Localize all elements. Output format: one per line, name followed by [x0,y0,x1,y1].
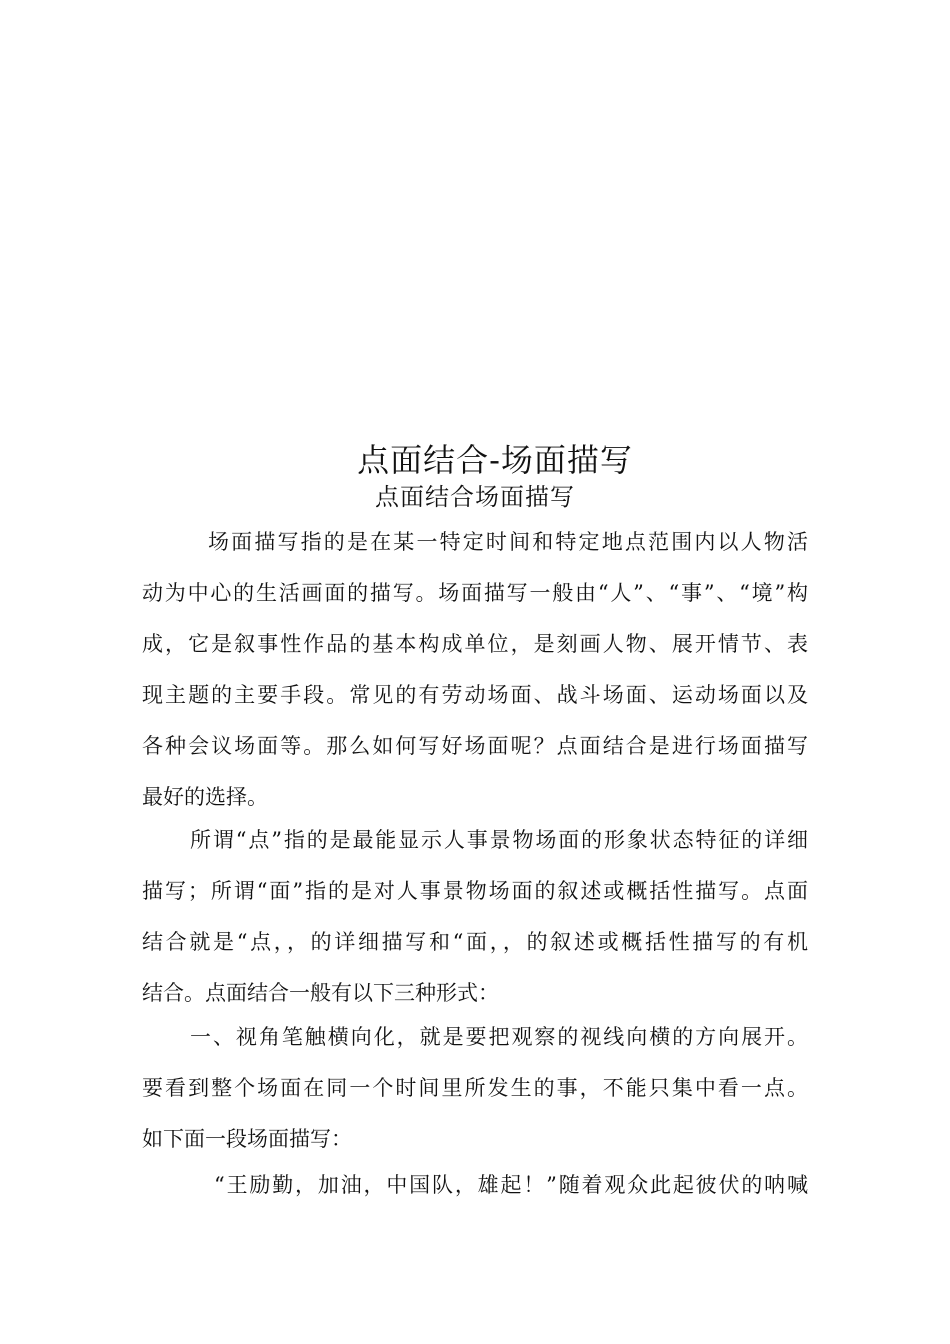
paragraph-3 [142,1012,808,1165]
document-subtitle: 点面结合场面描写 [375,483,575,511]
paragraph-line: 各种会议场面等。那么如何写好场面呢？点面结合是进行场面描写 [142,734,808,758]
paragraph-1 [142,517,808,823]
paragraph-line: 所谓“点”指的是最能显示人事景物场面的形象状态特征的详细 [190,828,808,852]
paragraph-line: 动为中心的生活画面的描写。场面描写一般由“人”、“事”、“境”构 [142,581,808,605]
paragraph-line: 现主题的主要手段。常见的有劳动场面、战斗场面、运动场面以及 [142,683,808,707]
paragraph-line: 要看到整个场面在同一个时间里所发生的事，不能只集中看一点。 [142,1076,808,1100]
paragraph-line: 结合。点面结合一般有以下三种形式： [142,981,499,1005]
paragraph-line: “王励勤，加油，中国队，雄起！”随着观众此起彼伏的呐喊 [214,1173,808,1197]
paragraph-line: 描写；所谓“面”指的是对人事景物场面的叙述或概括性描写。点面 [142,879,808,903]
paragraph-line: 场面描写指的是在某一特定时间和特定地点范围内以人物活 [208,530,808,554]
paragraph-2 [142,815,808,1019]
paragraph-line: 如下面一段场面描写： [142,1127,352,1151]
paragraph-line: 最好的选择。 [142,785,268,809]
paragraph-line: 成，它是叙事性作品的基本构成单位，是刻画人物、展开情节、表 [142,632,808,656]
document-title: 点面结合-场面描写 [357,441,633,479]
paragraph-line: 结合就是“点，，的详细描写和“面，，的叙述或概括性描写的有机 [142,930,808,954]
paragraph-4 [142,1160,808,1211]
paragraph-line: 一、视角笔触横向化，就是要把观察的视线向横的方向展开。 [190,1025,808,1049]
